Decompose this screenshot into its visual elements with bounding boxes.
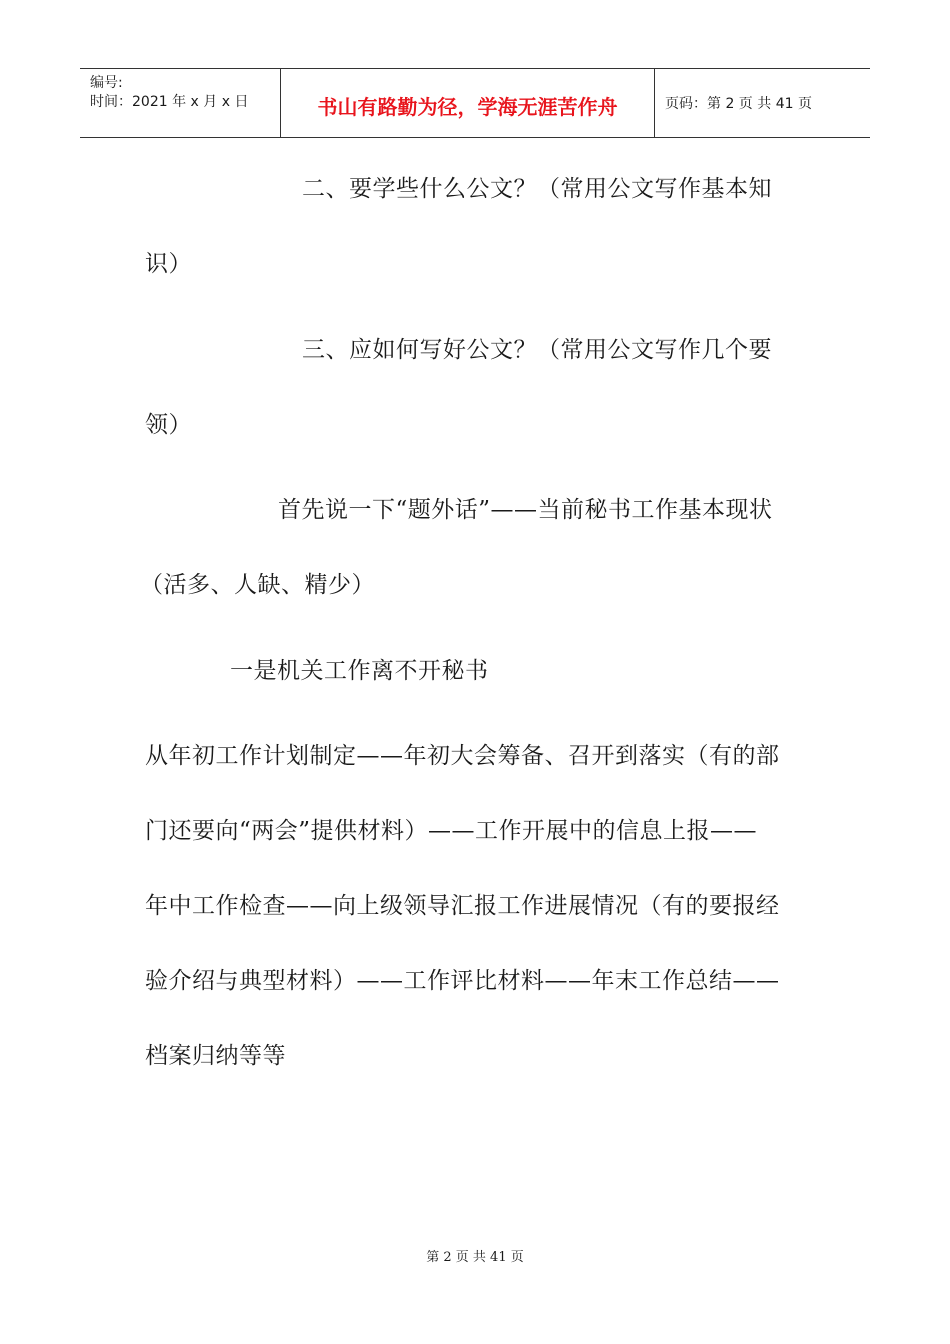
header-page-info: 页码：第 2 页 共 41 页 [665, 96, 812, 112]
body-line: 首先说一下“题外话”——当前秘书工作基本现状 [278, 497, 773, 523]
body-line: 验介绍与典型材料）——工作评比材料——年末工作总结—— [145, 968, 780, 994]
body-line: 门还要向“两会”提供材料）——工作开展中的信息上报—— [145, 818, 758, 844]
body-line: 领） [145, 412, 192, 438]
header-motto-cell [281, 69, 655, 137]
header-meta-cell [80, 69, 281, 137]
document-number-label: 编号: [90, 75, 123, 91]
body-line: 年中工作检查——向上级领导汇报工作进展情况（有的要报经 [145, 893, 780, 919]
header-motto: 书山有路勤为径，学海无涯苦作舟 [317, 95, 618, 119]
body-line: 档案归纳等等 [145, 1043, 286, 1069]
body-line: 二、要学些什么公文？（常用公文写作基本知 [302, 176, 772, 202]
body-line: 一是机关工作离不开秘书 [230, 658, 489, 684]
body-line: 识） [145, 251, 192, 277]
body-line: （活多、人缺、精少） [140, 572, 375, 598]
header-page-cell [655, 69, 870, 137]
body-line: 从年初工作计划制定——年初大会筹备、召开到落实（有的部 [145, 743, 780, 769]
body-line: 三、应如何写好公文？（常用公文写作几个要 [302, 337, 772, 363]
page-footer: 第 2 页 共 41 页 [426, 1250, 524, 1265]
document-date-label: 时间：2021 年 x 月 x 日 [90, 94, 249, 110]
page-header [80, 68, 870, 138]
